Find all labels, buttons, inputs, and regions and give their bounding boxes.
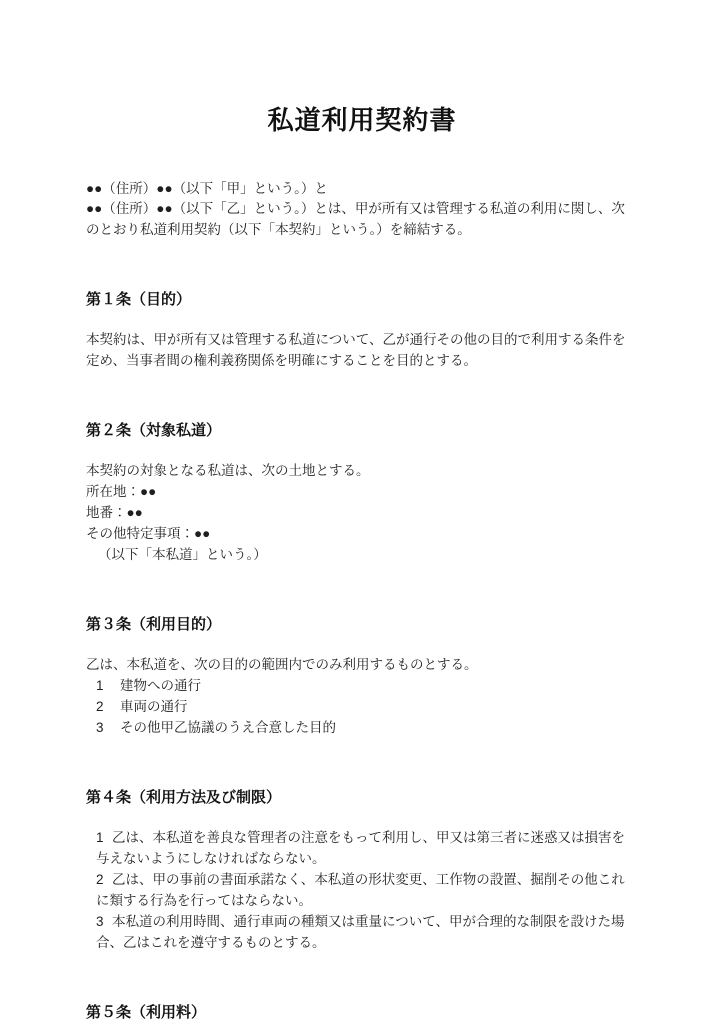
article-2-line-1: 本契約の対象となる私道は、次の土地とする。	[86, 463, 370, 478]
article-1-heading: 第１条（目的）	[86, 291, 192, 308]
list-item-label: 乙は、甲の事前の書面承諾なく、本私道の形状変更、工作物の設置、掘削その他これに類する行為を行ってはならない。	[96, 872, 625, 908]
article-3	[86, 565, 638, 738]
article-2-line-lot-number: 地番：●●	[86, 505, 143, 520]
article-2-heading: 第２条（対象私道）	[86, 422, 222, 439]
list-item-number: 3	[96, 720, 104, 735]
list-item-number: 3	[96, 914, 104, 929]
preamble-line-2: ●●（住所）●●（以下「乙」という。）とは、甲が所有又は管理する私道の利用に関し、次のとおり私道利用契約（以下「本契約」という。）を締結する。	[86, 201, 625, 237]
article-3-list	[86, 675, 638, 738]
article-1	[86, 240, 638, 371]
list-item-number: 1	[96, 678, 104, 693]
list-item-number: 2	[96, 699, 104, 714]
page-title: 私道利用契約書	[267, 105, 457, 135]
article-2-line-definition: （以下「本私道」という。）	[98, 547, 267, 562]
article-5	[86, 953, 638, 1024]
article-2-body	[86, 442, 638, 565]
list-item	[86, 717, 638, 738]
list-item	[86, 869, 638, 911]
list-item-number: 2	[96, 872, 104, 887]
list-item-number: 1	[96, 830, 104, 845]
list-item	[86, 911, 638, 953]
list-item	[86, 675, 638, 696]
list-item-label: その他甲乙協議のうえ合意した目的	[120, 720, 336, 735]
article-1-body: 本契約は、甲が所有又は管理する私道について、乙が通行その他の目的で利用する条件を定め、当事者間の権利義務関係を明確にすることを目的とする。	[86, 332, 626, 368]
article-5-heading: 第５条（利用料）	[86, 1004, 207, 1021]
article-3-body	[86, 636, 638, 738]
list-item	[86, 827, 638, 869]
list-item-label: 乙は、本私道を善良な管理者の注意をもって利用し、甲又は第三者に迷惑又は損害を与えないようにしなければならない。	[96, 830, 625, 866]
list-item	[86, 696, 638, 717]
article-4-heading: 第４条（利用方法及び制限）	[86, 789, 282, 806]
article-4	[86, 738, 638, 953]
preamble-line-1: ●●（住所）●●（以下「甲」という。）と	[86, 180, 328, 196]
list-item-label: 車両の通行	[120, 699, 188, 714]
article-2-line-location: 所在地：●●	[86, 484, 157, 499]
article-3-heading: 第３条（利用目的）	[86, 616, 222, 633]
article-2	[86, 371, 638, 565]
list-item-label: 建物への通行	[120, 678, 201, 693]
article-4-list	[86, 827, 638, 953]
article-2-line-other-items: その他特定事項：●●	[86, 526, 211, 541]
list-item-label: 本私道の利用時間、通行車両の種類又は重量について、甲が合理的な制限を設けた場合、乙はこれを遵守するものとする。	[96, 914, 625, 950]
article-3-lead: 乙は、本私道を、次の目的の範囲内でのみ利用するものとする。	[86, 657, 478, 672]
preamble	[86, 137, 638, 241]
article-4-body	[86, 809, 638, 953]
